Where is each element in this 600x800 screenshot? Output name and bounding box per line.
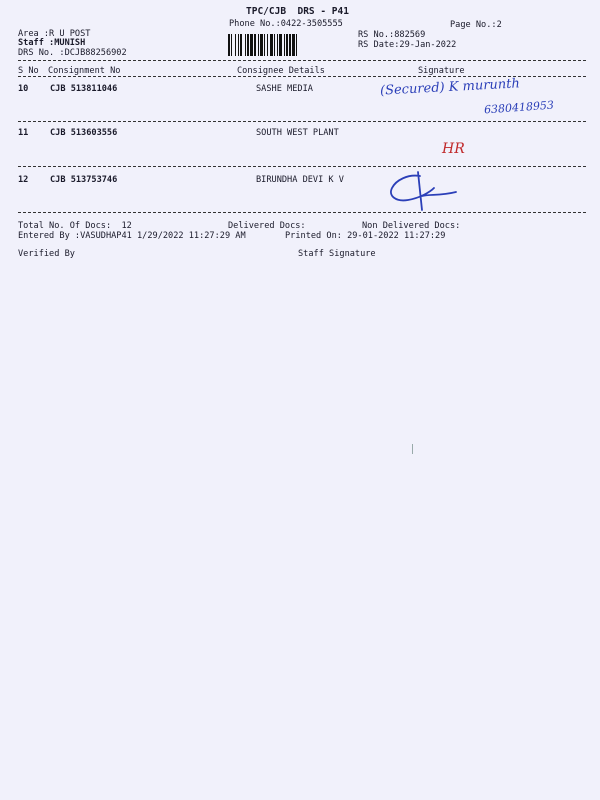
staff-signature: Staff Signature bbox=[298, 249, 376, 259]
verified-by: Verified By bbox=[18, 249, 75, 259]
row-consignee: BIRUNDHA DEVI K V bbox=[256, 175, 344, 185]
handwritten-initials: HR bbox=[442, 141, 465, 157]
page-number: Page No.:2 bbox=[450, 20, 502, 30]
col-header-sno: S No bbox=[18, 66, 39, 76]
row-consignee: SOUTH WEST PLANT bbox=[256, 128, 339, 138]
staff-label: Staff :MUNISH bbox=[18, 38, 86, 48]
area-label: Area :R U POST bbox=[18, 29, 91, 39]
drs-number: DRS No. :DCJB88256902 bbox=[18, 48, 127, 58]
col-header-signature: Signature bbox=[418, 66, 465, 76]
phone-number: Phone No.:0422-3505555 bbox=[229, 19, 343, 29]
rs-date: RS Date:29-Jan-2022 bbox=[358, 40, 457, 50]
col-header-consignee: Consignee Details bbox=[237, 66, 325, 76]
barcode-image bbox=[227, 34, 351, 56]
row-consignment: CJB 513603556 bbox=[50, 128, 118, 138]
col-header-consignment: Consignment No bbox=[48, 66, 121, 76]
non-delivered-docs: Non Delivered Docs: bbox=[362, 221, 461, 231]
divider-line bbox=[18, 212, 586, 213]
scan-artifact bbox=[412, 444, 416, 454]
handwritten-phone: 6380418953 bbox=[483, 98, 555, 117]
handwritten-signature: (Secured) K murunth bbox=[379, 76, 521, 99]
row-sno: 10 bbox=[18, 84, 29, 94]
row-sno: 11 bbox=[18, 128, 29, 138]
total-docs: Total No. Of Docs: 12 bbox=[18, 221, 132, 231]
row-consignment: CJB 513753746 bbox=[50, 175, 118, 185]
handwritten-signature-image bbox=[378, 166, 468, 216]
printed-on: Printed On: 29-01-2022 11:27:29 bbox=[285, 231, 446, 241]
divider-line bbox=[18, 121, 586, 122]
row-consignee: SASHE MEDIA bbox=[256, 84, 313, 94]
document-title: TPC/CJB DRS - P41 bbox=[246, 6, 349, 17]
delivered-docs: Delivered Docs: bbox=[228, 221, 306, 231]
divider-line bbox=[18, 60, 586, 61]
entered-by: Entered By :VASUDHAP41 1/29/2022 11:27:29 AM bbox=[18, 231, 246, 241]
row-sno: 12 bbox=[18, 175, 29, 185]
divider-line bbox=[18, 166, 586, 167]
row-consignment: CJB 513811046 bbox=[50, 84, 118, 94]
rs-number: RS No.:882569 bbox=[358, 30, 426, 40]
